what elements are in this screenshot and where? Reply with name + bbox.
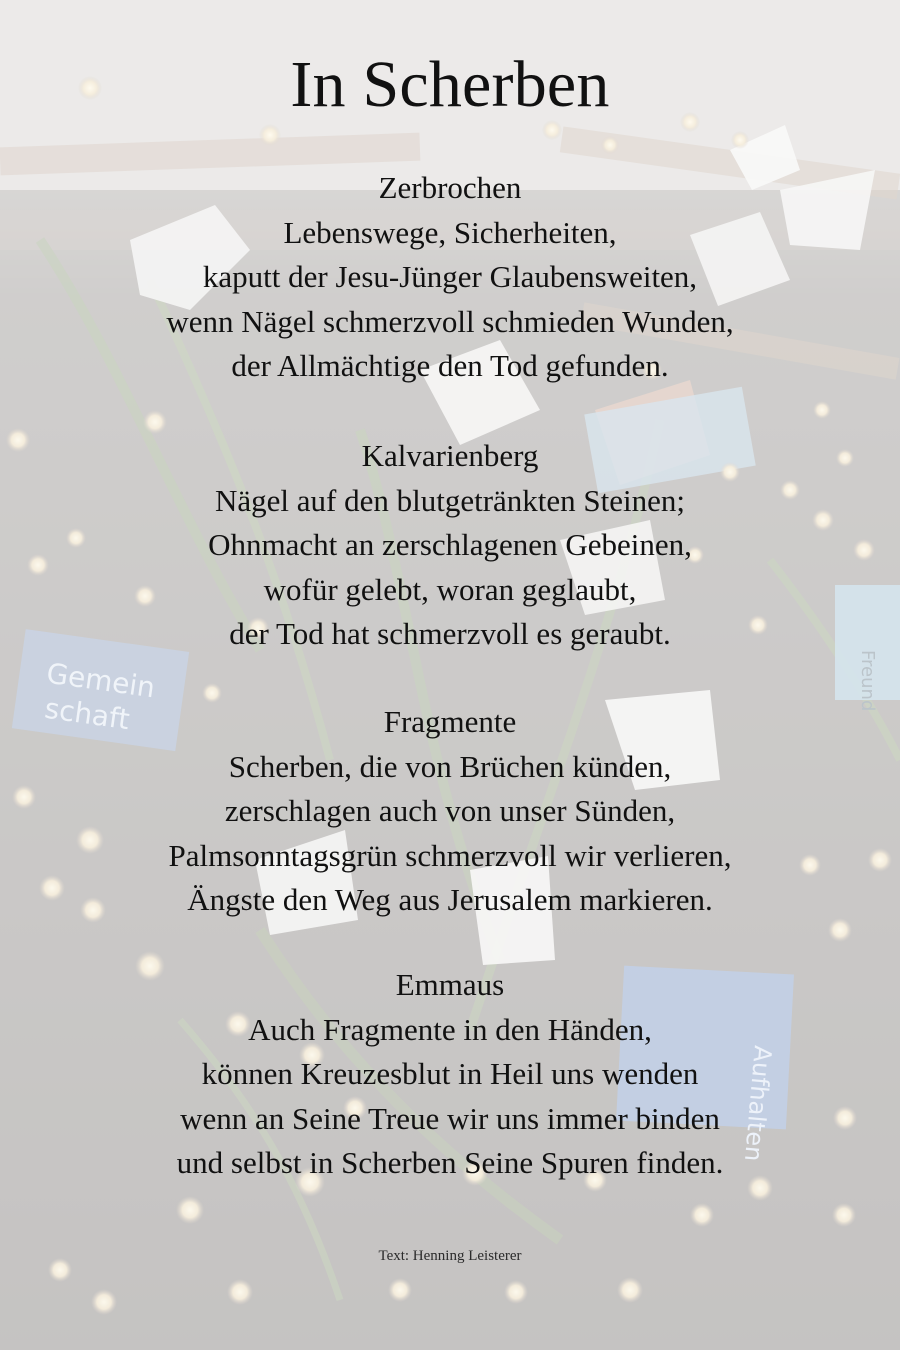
poem-line: Palmsonntagsgrün schmerzvoll wir verlieren,	[168, 837, 732, 873]
poem-line: Lebenswege, Sicherheiten,	[283, 214, 617, 250]
stanza-fragmente	[0, 700, 900, 923]
stanza-emmaus	[0, 963, 900, 1186]
poem-line: wenn Nägel schmerzvoll schmieden Wunden,	[166, 303, 734, 339]
poem-line: Ängste den Weg aus Jerusalem markieren.	[187, 882, 713, 917]
stanza-heading: Zerbrochen	[378, 170, 522, 205]
poem-line: Scherben, die von Brüchen künden,	[228, 748, 672, 784]
poem-line: zerschlagen auch von unser Sünden,	[224, 793, 676, 828]
poem-line: Auch Fragmente in den Händen,	[248, 1011, 652, 1047]
poem-line: Ohnmacht an zerschlagenen Gebeinen,	[208, 527, 692, 562]
poem-line: Nägel auf den blutgetränkten Steinen;	[214, 482, 685, 518]
poem-line: wenn an Seine Treue wir uns immer binden	[180, 1100, 720, 1136]
stanza-zerbrochen	[0, 166, 900, 389]
stanza-heading: Fragmente	[383, 704, 517, 739]
poem-line: kaputt der Jesu-Jünger Glaubensweiten,	[202, 259, 698, 294]
poem-line: können Kreuzesblut in Heil uns wenden	[201, 1056, 699, 1091]
poem-title: In Scherben	[290, 48, 610, 121]
poem-line: und selbst in Scherben Seine Spuren finden.	[176, 1145, 724, 1180]
poem-line: der Allmächtige den Tod gefunden.	[231, 348, 669, 383]
poem-line: der Tod hat schmerzvoll es geraubt.	[229, 616, 671, 651]
poem-line: wofür gelebt, woran geglaubt,	[263, 571, 637, 607]
stanza-heading: Kalvarienberg	[361, 438, 539, 473]
stanza-heading: Emmaus	[395, 967, 505, 1002]
author-credit: Text: Henning Leisterer	[378, 1248, 522, 1264]
stanza-kalvarienberg	[0, 434, 900, 657]
